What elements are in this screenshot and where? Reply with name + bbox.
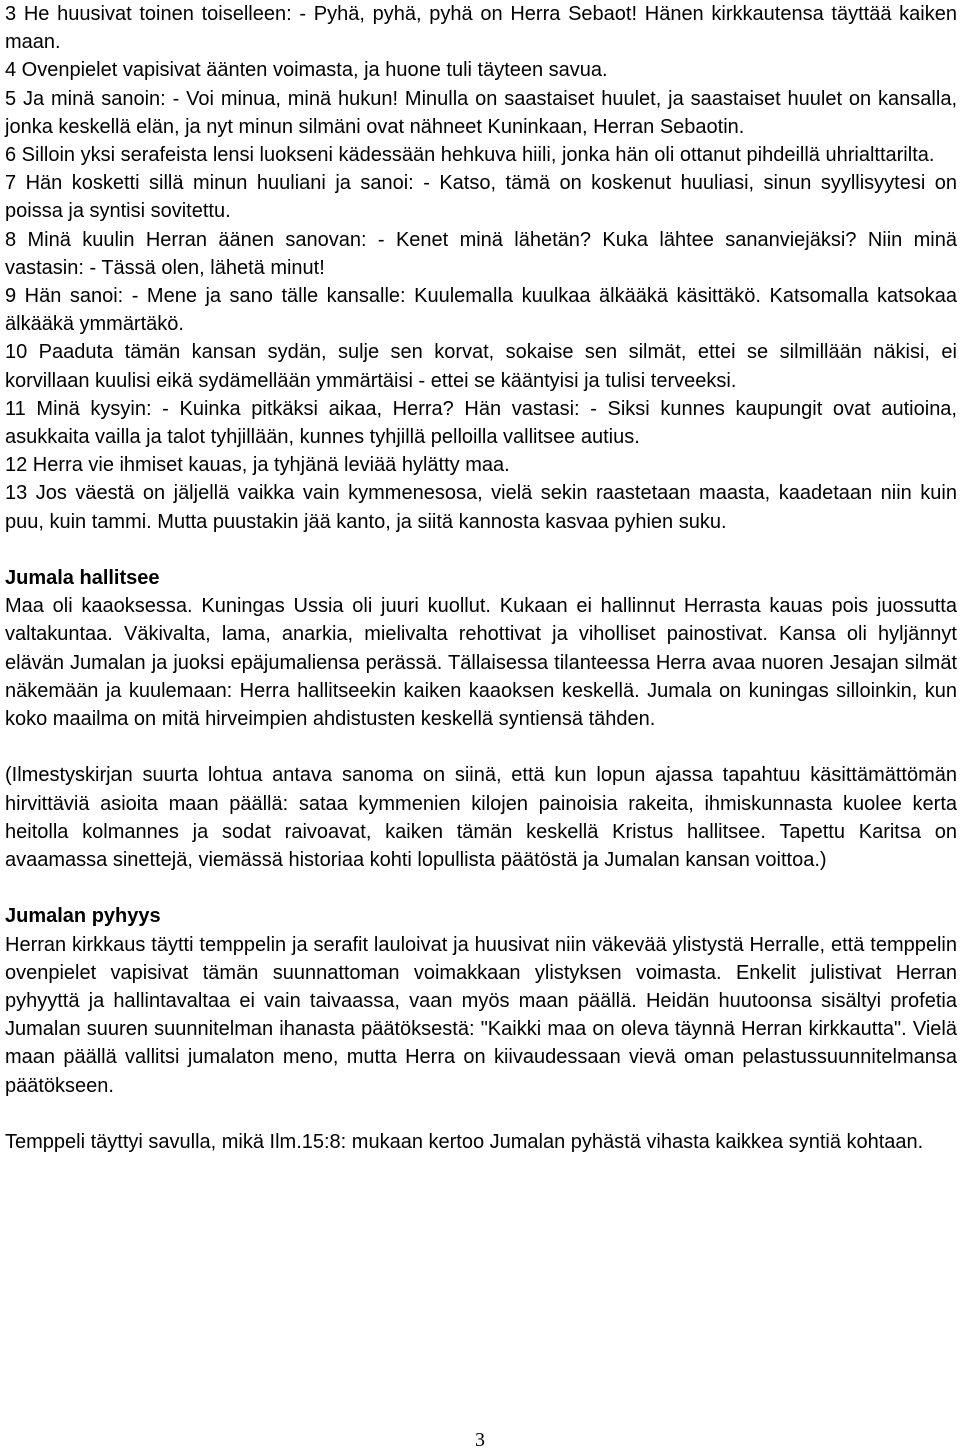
verse-10: 10 Paaduta tämän kansan sydän, sulje sen korvat, sokaise sen silmät, ettei se silmillään näkisi, ei korvillaan kuulisi eikä sydämellään ymmärtäisi - ettei se kääntyisi ja tulisi terveeksi. xyxy=(5,341,957,392)
closing-paragraph: Temppeli täyttyi savulla, mikä Ilm.15:8: mukaan kertoo Jumalan pyhästä vihasta kaikkea syntiä kohtaan. xyxy=(5,1131,924,1154)
spacer xyxy=(5,733,957,761)
section-body-jumalan-pyhyys: Herran kirkkaus täytti temppelin ja serafit lauloivat ja huusivat niin väkevää ylistystä Herralle, että temppelin ovenpielet vapisivat tämän suunnattoman voimakkaan ylistyksen voimasta. Enkelit julistivat Herran pyhyyttä ja hallintavaltaa ei vain taivaassa, vaan myös maan päällä. Heidän huutoonsa sisältyi profetia Jumalan suuren suunnitelman ihanasta päätöksestä: "Kaikki maa on oleva täynnä Herran kirkkautta". Vielä maan päällä vallitsi jumalaton meno, mutta Herra on kiivaudessaan vievä oman pelastussuunnitelmansa päätökseen. xyxy=(5,933,957,1097)
section-body-jumala-hallitsee: Maa oli kaaoksessa. Kuningas Ussia oli juuri kuollut. Kukaan ei hallinnut Herrasta kauas pois juossutta valtakuntaa. Väkivalta, lama, anarkia, mielivalta rehottivat ja viholliset painostivat. Kansa oli hyljännyt elävän Jumalan ja juoksi epäjumaliensa perässä. Tällaisessa tilanteessa Herra avaa nuoren Jesajan silmät näkemään ja kuulemaan: Herra hallitseekin kaiken kaaoksen keskellä. Jumala on kuningas silloinkin, kun koko maailma on mitä hirveimpien ahdistusten keskellä syntiensä tähden. xyxy=(5,595,957,731)
verse-6: 6 Silloin yksi serafeista lensi luokseni kädessään hehkuva hiili, jonka hän oli ottanut pihdeillä uhrialttarilta. xyxy=(5,144,935,167)
verse-8: 8 Minä kuulin Herran äänen sanovan: - Kenet minä lähetän? Kuka lähtee sananviejäksi? Niin minä vastasin: - Tässä olen, lähetä minut! xyxy=(5,228,957,279)
verse-12: 12 Herra vie ihmiset kauas, ja tyhjänä leviää hylätty maa. xyxy=(5,454,510,477)
verse-9: 9 Hän sanoi: - Mene ja sano tälle kansalle: Kuulemalla kuulkaa älkääkä käsittäkö. Katsomalla katsokaa älkääkä ymmärtäkö. xyxy=(5,285,957,336)
spacer xyxy=(5,536,957,564)
verse-11: 11 Minä kysyin: - Kuinka pitkäksi aikaa, Herra? Hän vastasi: - Siksi kunnes kaupungit ovat autioina, asukkaita vailla ja talot tyhjillään, kunnes tyhjillä pelloilla vallitsee autius. xyxy=(5,397,957,449)
document-page xyxy=(5,0,957,1156)
section-heading-jumala-hallitsee: Jumala hallitsee xyxy=(5,567,160,590)
revelation-note: (Ilmestyskirjan suurta lohtua antava sanoma on siinä, että kun lopun ajassa tapahtuu käsittämättömän hirvittäviä asioita maan päällä: sataa kymmenien kilojen painoisia rakeita, ihmiskunnasta kuolee kerta heitolla kolmannes ja sodat raivoavat, kaiken tämän keskellä Kristus hallitsee. Tapettu Karitsa on avaamassa sinettejä, viemässä historiaa kohti lopullista päätöstä ja Jumalan kansan voittoa.) xyxy=(5,764,957,872)
verse-13: 13 Jos väestä on jäljellä vaikka vain kymmenesosa, vielä sekin raastetaan maasta, kaadetaan niin kuin puu, kuin tammi. Mutta puustakin jää kanto, ja siitä kannosta kasvaa pyhien suku. xyxy=(5,482,957,533)
page-number: 3 xyxy=(475,1429,485,1451)
verse-3: 3 He huusivat toinen toiselleen: - Pyhä, pyhä, pyhä on Herra Sebaot! Hänen kirkkautensa täyttää kaiken maan. xyxy=(5,3,957,54)
verse-5: 5 Ja minä sanoin: - Voi minua, minä hukun! Minulla on saastaiset huulet, ja saastaiset huulet on kansalla, jonka keskellä elän, ja nyt minun silmäni ovat nähneet Kuninkaan, Herran Sebaotin. xyxy=(5,87,957,138)
verse-7: 7 Hän kosketti sillä minun huuliani ja sanoi: - Katso, tämä on koskenut huuliasi, sinun syyllisyytesi on poissa ja syntisi sovitettu. xyxy=(5,172,957,223)
verse-list xyxy=(5,0,957,1156)
verse-4: 4 Ovenpielet vapisivat äänten voimasta, ja huone tuli täyteen savua. xyxy=(5,59,608,82)
spacer xyxy=(5,874,957,902)
section-heading-jumalan-pyhyys: Jumalan pyhyys xyxy=(5,905,161,928)
spacer xyxy=(5,1100,957,1128)
